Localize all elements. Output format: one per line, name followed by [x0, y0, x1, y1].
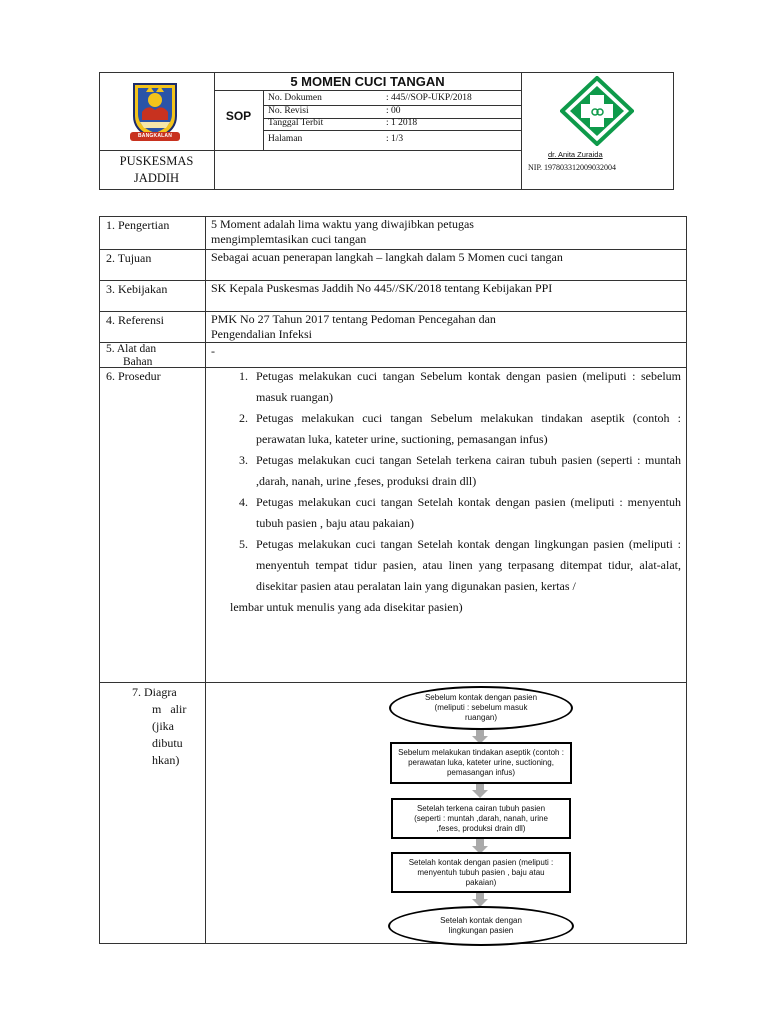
text-kebijakan: SK Kepala Puskesmas Jaddih No 445//SK/2018 tentang Kebijakan PPI: [211, 281, 553, 295]
meta-row-revisi: [264, 106, 521, 116]
meta-value: : 445//SOP-UKP/2018: [386, 93, 472, 103]
meta-row-tanggal: [264, 118, 521, 128]
label-referensi: 4. Referensi: [106, 313, 164, 327]
prosedur-number: 3.: [239, 453, 248, 467]
prosedur-item: [226, 492, 681, 534]
document-title: 5 MOMEN CUCI TANGAN: [290, 74, 445, 89]
prosedur-text-extra: lembar untuk menulis yang ada disekitar pasien): [230, 600, 463, 614]
signer-name: dr. Anita Zuraida: [548, 150, 603, 159]
org-line-2: JADDIH: [133, 171, 180, 185]
flow-step-start: Sebelum kontak dengan pasien (meliputi : sebelum masuk ruangan): [389, 686, 573, 730]
org-name: [99, 153, 214, 187]
label-diagram-line: (jika: [152, 719, 174, 733]
label-diagram-line: 7. Diagra: [132, 685, 177, 699]
meta-value: : 00: [386, 106, 401, 116]
meta-key: No. Revisi: [268, 106, 309, 116]
prosedur-text: Petugas melakukan cuci tangan Setelah terkena cairan tubuh pasien (seperti : muntah ,darah, nanah, urine ,feses, produksi drain dll): [256, 453, 681, 488]
flow-step-end: Setelah kontak dengan lingkungan pasien: [388, 906, 574, 946]
header-divider: [521, 72, 522, 190]
flow-diagram: [380, 684, 580, 944]
signer-nip: NIP. 197803312009032004: [528, 163, 617, 172]
header-divider: [263, 130, 521, 131]
prosedur-text: Petugas melakukan cuci tangan Sebelum kontak dengan pasien (meliputi : sebelum masuk ruangan): [256, 369, 681, 404]
label-pengertian: 1. Pengertian: [106, 218, 170, 232]
prosedur-list: [226, 366, 681, 618]
body-divider: [99, 682, 687, 683]
meta-key: Tanggal Terbit: [268, 118, 324, 128]
prosedur-number: 1.: [239, 369, 248, 383]
meta-value: : 1 2018: [386, 118, 418, 128]
text-pengertian: 5 Moment adalah lima waktu yang diwajibkan petugas mengimplemtasikan cuci tangan: [211, 217, 474, 246]
prosedur-text: Petugas melakukan cuci tangan Sebelum melakukan tindakan aseptik (contoh : perawatan luka, kateter urine, suctioning, pemasangan infus): [256, 411, 681, 446]
emblem-ribbon-text: BANGKALAN: [137, 133, 173, 139]
prosedur-item: [226, 366, 681, 408]
prosedur-number: 5.: [239, 537, 248, 551]
label-diagram-line: m alir: [152, 702, 187, 716]
meta-value: : 1/3: [386, 134, 404, 144]
text-referensi: PMK No 27 Tahun 2017 tentang Pedoman Pencegahan dan Pengendalian Infeksi: [211, 312, 496, 341]
label-prosedur: 6. Prosedur: [106, 369, 161, 383]
label-diagram-line: hkan): [152, 753, 180, 767]
flow-step: Sebelum melakukan tindakan aseptik (contoh : perawatan luka, kateter urine, suctioning, pemasangan infus): [390, 742, 572, 784]
prosedur-item: [226, 408, 681, 450]
prosedur-text: Petugas melakukan cuci tangan Setelah kontak dengan pasien (meliputi : menyentuh tubuh pasien , baju atau pakaian): [256, 495, 681, 530]
header-divider: [214, 90, 521, 91]
label-alat: [99, 342, 205, 369]
org-line-1: PUSKESMAS: [119, 154, 194, 168]
meta-key: No. Dokumen: [268, 93, 322, 103]
label-kebijakan: 3. Kebijakan: [106, 282, 168, 296]
prosedur-text: [230, 534, 681, 618]
meta-row-dokumen: [264, 93, 521, 103]
label-diagram-line: dibutu: [152, 736, 183, 750]
flow-step: Setelah kontak dengan pasien (meliputi : menyentuh tubuh pasien , baju atau pakaian): [391, 852, 571, 893]
text-alat: -: [211, 344, 215, 358]
label-tujuan: 2. Tujuan: [106, 251, 152, 265]
prosedur-text-main: Petugas melakukan cuci tangan Setelah kontak dengan lingkungan pasien (meliputi : menyentuh tempat tidur pasien, atau linen yang terpasang ditempat tidur, alat-alat, disekitar pasien atau peralatan lain yang digunakan pasien, kertas /: [256, 537, 681, 593]
flow-step: Setelah terkena cairan tubuh pasien (seperti : muntah ,darah, nanah, urine ,feses, produksi drain dll): [391, 798, 571, 839]
meta-key: Halaman: [268, 134, 303, 144]
label-alat-line-2: Bahan: [123, 356, 153, 368]
header-divider: [99, 150, 521, 151]
text-tujuan: Sebagai acuan penerapan langkah – langkah dalam 5 Momen cuci tangan: [211, 250, 563, 264]
health-cross-icon: [560, 76, 634, 146]
prosedur-item: [226, 450, 681, 492]
prosedur-item: [226, 534, 681, 618]
meta-row-halaman: [264, 134, 521, 144]
prosedur-number: 4.: [239, 495, 248, 509]
prosedur-number: 2.: [239, 411, 248, 425]
label-alat-line-1: 5. Alat dan: [106, 343, 157, 355]
sop-label: SOP: [225, 109, 252, 123]
label-diagram: [132, 684, 202, 769]
puskesmas-logo: [560, 76, 634, 146]
regional-emblem: [128, 80, 182, 144]
